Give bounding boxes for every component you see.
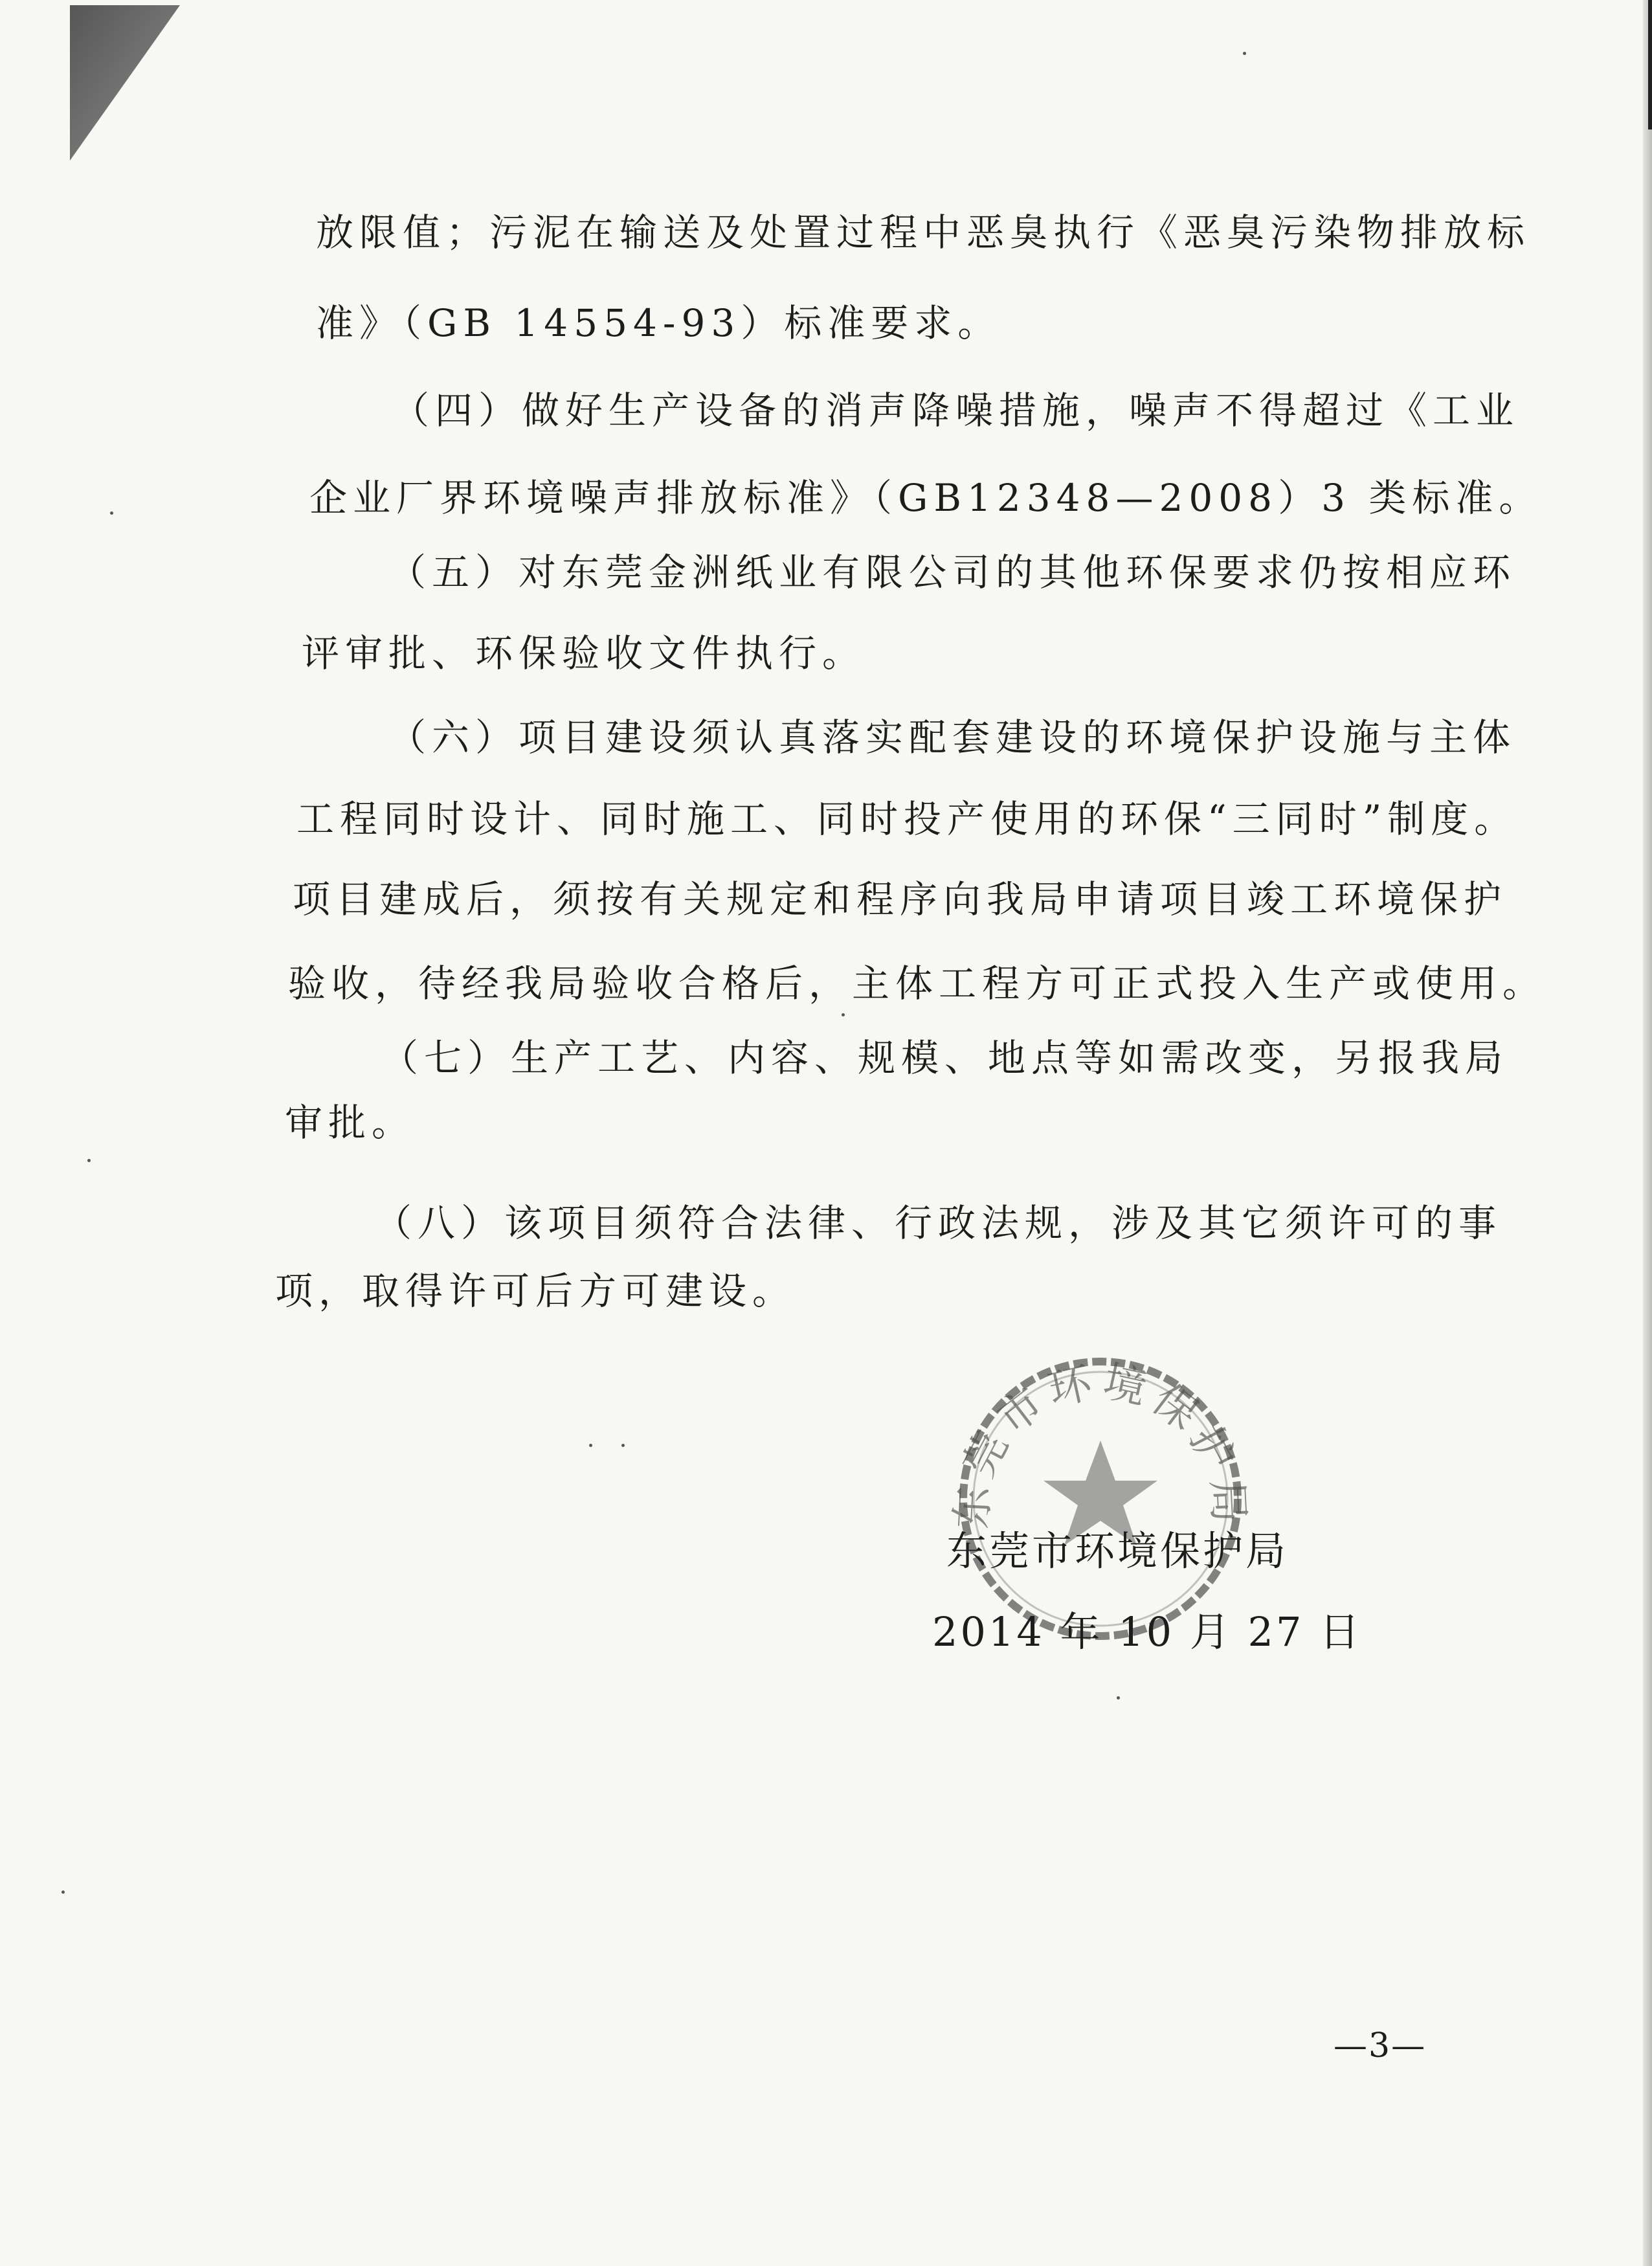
body-line-3: （四）做好生产设备的消声降噪措施，噪声不得超过《工业 — [392, 388, 1520, 432]
body-line-6: 评审批、环保验收文件执行。 — [302, 631, 866, 675]
scan-corner-artifact — [70, 5, 180, 161]
issue-date: 2014 年 10 月 27 日 — [932, 1608, 1363, 1655]
scan-speck — [842, 1013, 845, 1016]
scan-speck — [1243, 52, 1246, 55]
scan-top-mark — [1648, 0, 1652, 129]
body-line-8: 工程同时设计、同时施工、同时投产使用的环保“三同时”制度。 — [296, 797, 1518, 841]
body-line-12: 审批。 — [285, 1101, 416, 1145]
body-line-7: （六）项目建设须认真落实配套建设的环境保护设施与主体 — [388, 715, 1517, 759]
body-line-1: 放限值；污泥在输送及处置过程中恶臭执行《恶臭污染物排放标 — [316, 210, 1531, 254]
scan-speck — [110, 511, 113, 515]
scan-speck — [1117, 1696, 1120, 1700]
body-line-14: 项，取得许可后方可建设。 — [275, 1269, 796, 1313]
issuing-organization: 东莞市环境保护局 — [946, 1527, 1289, 1575]
seal-text: 东莞市环境保护局 — [946, 1356, 1255, 1531]
scan-right-edge — [1643, 0, 1652, 2266]
scan-speck — [621, 1444, 625, 1447]
body-line-5: （五）对东莞金洲纸业有限公司的其他环保要求仍按相应环 — [388, 550, 1517, 594]
scan-speck — [61, 1890, 65, 1894]
body-line-13: （八）该项目须符合法律、行政法规，涉及其它须许可的事 — [374, 1201, 1502, 1245]
official-seal — [945, 1343, 1256, 1654]
body-line-9: 项目建成后，须按有关规定和程序向我局申请项目竣工环境保护 — [293, 877, 1508, 921]
page-number: —3— — [1334, 2026, 1427, 2065]
body-line-11: （七）生产工艺、内容、规模、地点等如需改变，另报我局 — [381, 1036, 1509, 1080]
body-line-10: 验收，待经我局验收合格后，主体工程方可正式投入生产或使用。 — [288, 961, 1546, 1005]
scan-speck — [589, 1444, 592, 1447]
body-line-2: 准》（GB 14554-93）标准要求。 — [316, 301, 1001, 345]
body-line-4: 企业厂界环境噪声排放标准》（GB12348—2008）3 类标准。 — [309, 476, 1543, 520]
scan-speck — [87, 1159, 91, 1162]
